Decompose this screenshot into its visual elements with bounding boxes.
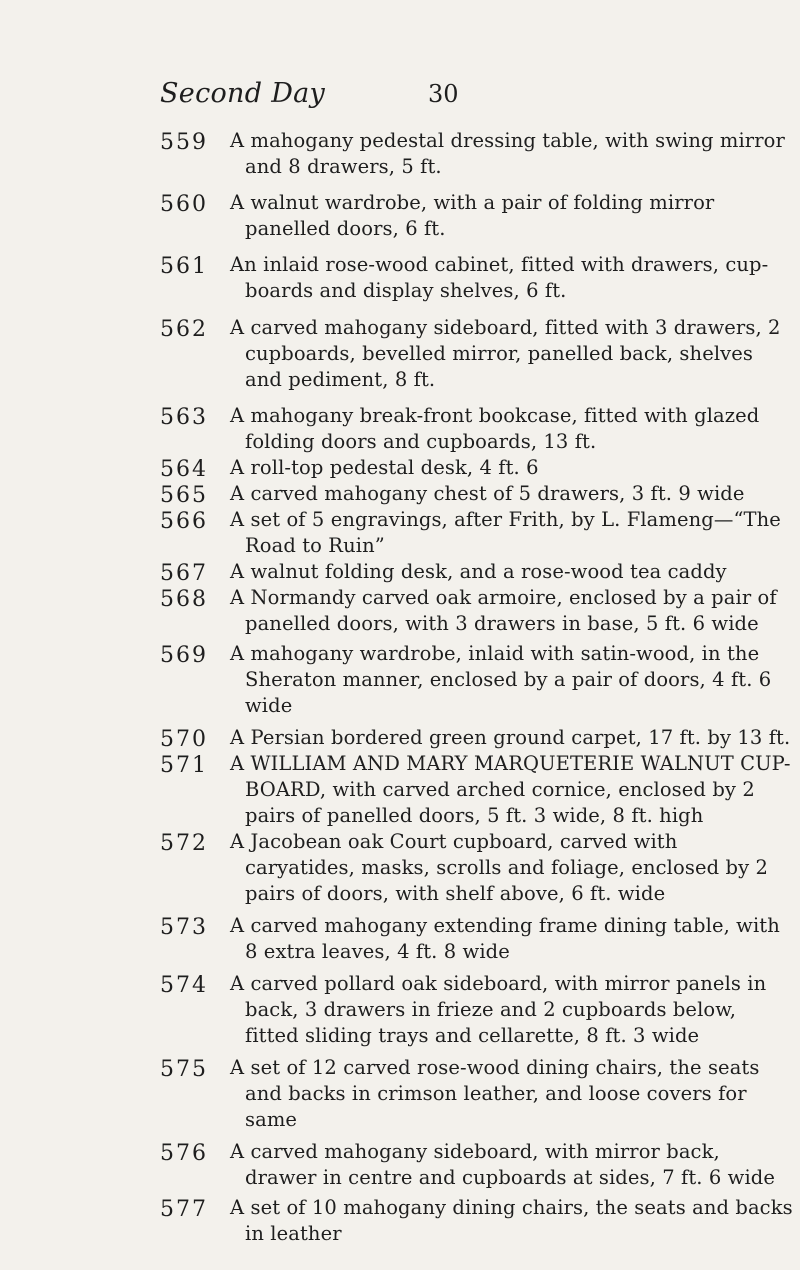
lot-number: 570 (160, 727, 208, 752)
lot-entry (0, 1055, 800, 1133)
lot-entry (0, 252, 800, 304)
lot-description: A walnut wardrobe, with a pair of folding mirror panelled doors, 6 ft. (230, 191, 721, 240)
lot-description: A set of 5 engravings, after Frith, by L. Flameng—“The Road to Ruin” (230, 508, 788, 557)
lot-number: 571 (160, 753, 208, 778)
lot-description: A roll-top pedestal desk, 4 ft. 6 (230, 456, 539, 479)
lot-description: A carved mahogany sideboard, fitted with 3 drawers, 2 cupboards, bevelled mirror, panelled back, shelves and pediment, 8 ft. (230, 316, 787, 391)
lot-entry (0, 585, 800, 637)
lot-entry (0, 641, 800, 719)
lot-description: A mahogany wardrobe, inlaid with satin-wood, in the Sheraton manner, enclosed by a pair of doors, 4 ft. 6 wide (230, 642, 778, 717)
lot-entry (0, 1195, 800, 1247)
lot-entry (0, 481, 800, 507)
lot-description: A carved mahogany sideboard, with mirror back, drawer in centre and cupboards at sides, 7 ft. 6 wide (230, 1140, 776, 1189)
lot-description: A Normandy carved oak armoire, enclosed by a pair of panelled doors, with 3 drawers in base, 5 ft. 6 wide (230, 586, 784, 635)
page-number: 30 (428, 80, 459, 108)
lot-number: 572 (160, 831, 208, 856)
lot-entry (0, 455, 800, 481)
lot-entry (0, 829, 800, 907)
lot-entry (0, 913, 800, 965)
lot-description: A Jacobean oak Court cupboard, carved with caryatides, masks, scrolls and foliage, enclosed by 2 pairs of doors, with shelf above, 6 ft. wide (230, 830, 775, 905)
lot-number: 575 (160, 1057, 208, 1082)
section-title: Second Day (160, 78, 326, 109)
lot-entry (0, 559, 800, 585)
lot-entry (0, 971, 800, 1049)
lot-number: 565 (160, 483, 208, 508)
lot-number: 568 (160, 587, 208, 612)
lot-number: 567 (160, 561, 208, 586)
lot-entry (0, 190, 800, 242)
lot-description: A carved pollard oak sideboard, with mirror panels in back, 3 drawers in frieze and 2 cupboards below, fitted sliding trays and cellarette, 8 ft. 3 wide (230, 972, 773, 1047)
page-header (160, 78, 720, 114)
lot-description: A mahogany break-front bookcase, fitted with glazed folding doors and cupboards, 13 ft. (230, 404, 766, 453)
lot-number: 564 (160, 457, 208, 482)
lot-description: An inlaid rose-wood cabinet, fitted with drawers, cup-boards and display shelves, 6 ft. (230, 253, 769, 302)
lot-entry (0, 751, 800, 829)
lot-number: 563 (160, 405, 208, 430)
lot-entry (0, 403, 800, 455)
lot-number: 560 (160, 192, 208, 217)
lot-description: A set of 12 carved rose-wood dining chairs, the seats and backs in crimson leather, and loose covers for same (230, 1056, 766, 1131)
lot-number: 569 (160, 643, 208, 668)
lot-entry (0, 315, 800, 393)
lot-description: A Persian bordered green ground carpet, 17 ft. by 13 ft. (230, 726, 791, 749)
lot-number: 576 (160, 1141, 208, 1166)
lot-list (0, 128, 800, 1247)
lot-description: A set of 10 mahogany dining chairs, the seats and backs in leather (230, 1196, 800, 1245)
lot-number: 559 (160, 130, 208, 155)
lot-entry (0, 1139, 800, 1191)
lot-description: A carved mahogany extending frame dining table, with 8 extra leaves, 4 ft. 8 wide (230, 914, 787, 963)
lot-number: 561 (160, 254, 208, 279)
lot-entry (0, 507, 800, 559)
lot-description: A carved mahogany chest of 5 drawers, 3 ft. 9 wide (230, 482, 745, 505)
lot-description: A walnut folding desk, and a rose-wood tea caddy (230, 560, 727, 583)
lot-number: 574 (160, 973, 208, 998)
lot-description: A mahogany pedestal dressing table, with swing mirror and 8 drawers, 5 ft. (230, 129, 792, 178)
lot-number: 577 (160, 1197, 208, 1222)
lot-description: A WILLIAM AND MARY MARQUETERIE WALNUT CUP-BOARD, with carved arched cornice, enclosed by 2 pairs of panelled doors, 5 ft. 3 wide, 8 ft. high (230, 752, 791, 827)
lot-number: 566 (160, 509, 208, 534)
lot-entry (0, 128, 800, 180)
lot-number: 573 (160, 915, 208, 940)
lot-number: 562 (160, 317, 208, 342)
lot-entry (0, 725, 800, 751)
